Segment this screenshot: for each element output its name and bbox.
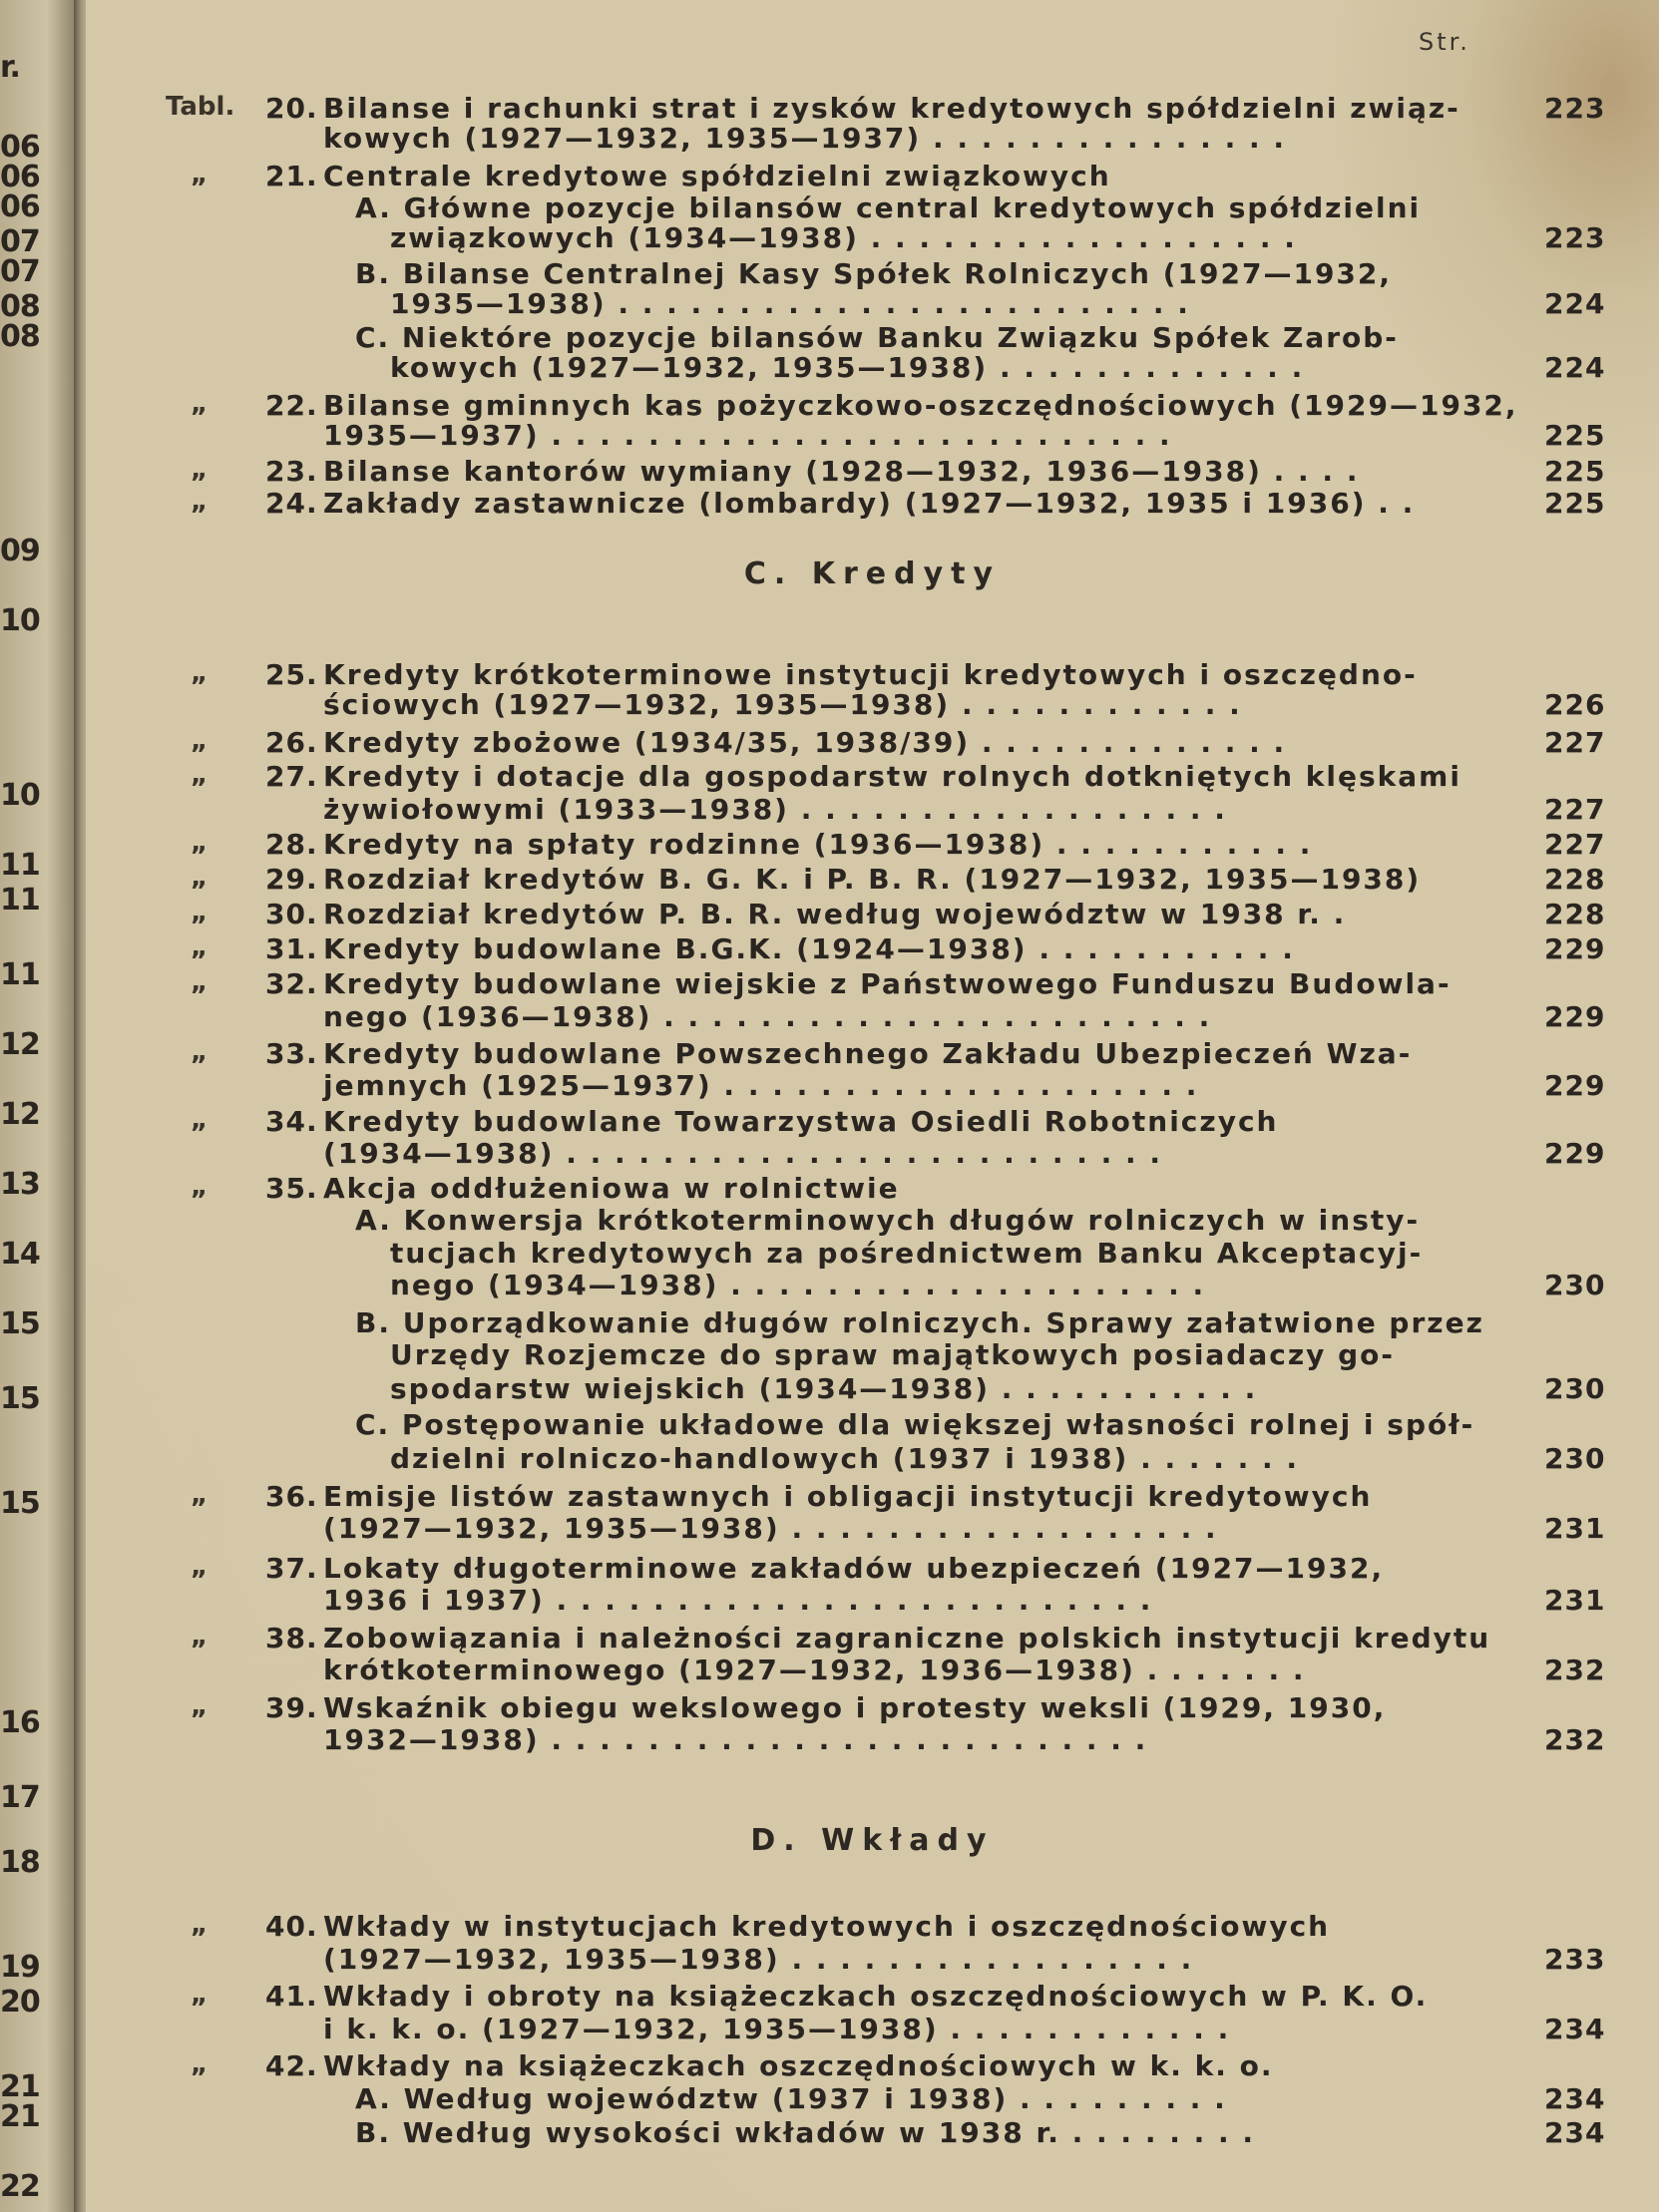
toc-entry [86,221,1659,261]
entry-page-number: 225 [1544,487,1606,520]
entry-title: 1936 i 1937) . . . . . . . . . . . . . . . . . . . . . . . . . [323,1584,1153,1617]
toc-entry [86,1442,1659,1482]
entry-title: A. Według województw (1937 i 1938) . . . . . . . . . [355,2082,1227,2115]
facing-page-number: 08 [0,289,40,324]
toc-entry [86,1069,1659,1109]
toc-entry [86,1137,1659,1177]
toc-entry [86,1723,1659,1763]
toc-entry [86,1584,1659,1624]
entry-title: Akcja oddłużeniowa w rolnictwie [323,1172,900,1205]
facing-page-number: 22 [0,2169,40,2204]
entry-title: Urzędy Rozjemcze do spraw majątkowych posiadaczy go- [390,1338,1396,1371]
entry-title: Rozdział kredytów B. G. K. i P. B. R. (1927—1932, 1935—1938) [323,863,1422,896]
section-heading-c: C. Kredyty [743,556,1002,591]
toc-entry [86,793,1659,833]
entry-number: 35. [265,1172,318,1205]
entry-number: 26. [265,726,318,759]
entry-number: 31. [265,932,318,965]
ditto-mark: „ [191,1691,208,1721]
entry-title: Kredyty i dotacje dla gospodarstw rolnych dotkniętych klęskami [323,760,1461,793]
entry-title: Rozdział kredytów P. B. R. według województw w 1938 r. . [323,898,1347,930]
entry-page-number: 231 [1544,1512,1606,1545]
toc-entry [86,2116,1659,2156]
facing-page-number: 14 [0,1237,40,1272]
entry-title: A. Główne pozycje bilansów central kredytowych spółdzielni [355,191,1422,224]
toc-entry [86,1000,1659,1040]
entry-page-number: 229 [1544,1069,1606,1102]
toc-entry [86,419,1659,459]
facing-page-number: r. [0,50,20,85]
entry-page-number: 232 [1544,1723,1606,1756]
entry-page-number: 232 [1544,1654,1606,1686]
facing-page-number: 13 [0,1167,40,1202]
facing-page-number: 12 [0,1027,40,1062]
entry-page-number: 229 [1544,932,1606,965]
entry-number: 41. [265,1980,318,2013]
toc-entry [86,828,1659,868]
page-column-label: Str. [1419,28,1470,56]
toc-entry [86,487,1659,527]
facing-page-number: 12 [0,1097,40,1132]
entry-title: Wkłady na książeczkach oszczędnościowych w k. k. o. [323,2049,1274,2082]
entry-page-number: 224 [1544,351,1606,384]
ditto-mark: „ [191,455,208,485]
entry-number: 37. [265,1552,318,1585]
facing-page-number: 07 [0,254,40,289]
toc-entry [86,1654,1659,1693]
facing-page-number: 21 [0,2069,40,2104]
entry-title: B. Uporządkowanie długów rolniczych. Sprawy załatwione przez [355,1306,1484,1339]
entry-number: 34. [265,1105,318,1138]
ditto-mark: „ [191,487,208,517]
ditto-mark: „ [191,1480,208,1510]
entry-page-number: 230 [1544,1372,1606,1405]
toc-entry [86,1372,1659,1412]
entry-title: Kredyty budowlane Towarzystwa Osiedli Robotniczych [323,1105,1279,1138]
toc-entry [86,351,1659,391]
entry-title: Zakłady zastawnicze (lombardy) (1927—1932, 1935 i 1936) . . [323,487,1416,520]
ditto-mark: „ [191,1552,208,1582]
entry-number: 22. [265,389,318,422]
entry-number: 32. [265,967,318,1000]
entry-page-number: 225 [1544,455,1606,488]
entry-title: A. Konwersja krótkoterminowych długów rolniczych w insty- [355,1204,1421,1237]
ditto-mark: „ [191,389,208,419]
ditto-mark: „ [191,863,208,893]
entry-title: Bilanse gminnych kas pożyczkowo-oszczędnościowych (1929—1932, [323,389,1518,422]
entry-title: nego (1934—1938) . . . . . . . . . . . . . . . . . . . . [390,1269,1206,1301]
toc-entry [86,863,1659,903]
entry-title: 1935—1937) . . . . . . . . . . . . . . . . . . . . . . . . . . [323,419,1172,452]
entry-title: Emisje listów zastawnych i obligacji instytucji kredytowych [323,1480,1373,1513]
entry-number: 36. [265,1480,318,1513]
toc-entry [86,1269,1659,1308]
entry-title: Bilanse i rachunki strat i zysków kredytowych spółdzielni związ- [323,92,1460,125]
entry-number: 42. [265,2049,318,2082]
entry-number: 28. [265,828,318,861]
facing-page-number: 19 [0,1950,40,1985]
entry-title: i k. k. o. (1927—1932, 1935—1938) . . . . . . . . . . . . [323,2013,1231,2045]
entry-page-number: 234 [1544,2082,1606,2115]
facing-page-number: 18 [0,1845,40,1880]
ditto-mark: „ [191,1910,208,1940]
ditto-mark: „ [191,760,208,790]
entry-page-number: 230 [1544,1442,1606,1475]
entry-title: B. Według wysokości wkładów w 1938 r. . . . . . . . . [355,2116,1255,2149]
entry-number: 30. [265,898,318,930]
entry-title: (1927—1932, 1935—1938) . . . . . . . . . . . . . . . . . . [323,1512,1218,1545]
entry-title: Wkłady i obroty na książeczkach oszczędnościowych w P. K. O. [323,1980,1429,2013]
entry-title: tucjach kredytowych za pośrednictwem Banku Akceptacyj- [390,1237,1424,1270]
entry-number: 33. [265,1037,318,1070]
entry-title: Zobowiązania i należności zagraniczne polskich instytucji kredytu [323,1622,1491,1655]
entry-title: Lokaty długoterminowe zakładów ubezpieczeń (1927—1932, [323,1552,1385,1585]
entry-title: żywiołowymi (1933—1938) . . . . . . . . . . . . . . . . . . [323,793,1227,826]
entry-number: 38. [265,1622,318,1655]
ditto-mark: „ [191,898,208,927]
entry-page-number: 228 [1544,898,1606,930]
entry-title: 1935—1938) . . . . . . . . . . . . . . . . . . . . . . . . [390,287,1190,320]
entry-title: Kredyty budowlane B.G.K. (1924—1938) . . . . . . . . . . . [323,932,1295,965]
entry-title: Kredyty budowlane Powszechnego Zakładu Ubezpieczeń Wza- [323,1037,1413,1070]
entry-title: kowych (1927—1932, 1935—1937) . . . . . . . . . . . . . . . [323,122,1286,155]
facing-page-number: 09 [0,534,40,568]
entry-number: 25. [265,658,318,691]
facing-page-number: 10 [0,603,40,638]
ditto-mark: „ [191,828,208,858]
book-page [86,0,1659,2212]
facing-page-number: 10 [0,778,40,813]
ditto-mark: „ [191,658,208,688]
entry-title: kowych (1927—1932, 1935—1938) . . . . . . . . . . . . . [390,351,1305,384]
entry-page-number: 227 [1544,793,1606,826]
entry-page-number: 224 [1544,287,1606,320]
entry-title: związkowych (1934—1938) . . . . . . . . . . . . . . . . . . [390,221,1297,254]
entry-page-number: 229 [1544,1137,1606,1170]
ditto-mark: „ [191,726,208,756]
entry-title: Kredyty na spłaty rodzinne (1936—1938) . . . . . . . . . . . [323,828,1313,861]
entry-page-number: 227 [1544,828,1606,861]
facing-page-number: 21 [0,2099,40,2134]
entry-page-number: 226 [1544,688,1606,721]
facing-page-number: 07 [0,224,40,259]
entry-page-number: 229 [1544,1000,1606,1033]
toc-entry [86,898,1659,937]
ditto-mark: „ [191,1622,208,1652]
entry-title: C. Niektóre pozycje bilansów Banku Związku Spółek Zarob- [355,321,1399,354]
entry-title: Centrale kredytowe spółdzielni związkowych [323,160,1111,192]
facing-page-number: 08 [0,319,40,354]
entry-page-number: 230 [1544,1269,1606,1301]
section-heading-d: D. Wkłady [750,1823,995,1858]
entry-title: Kredyty budowlane wiejskie z Państwowego Funduszu Budowla- [323,967,1452,1000]
facing-page-number: 15 [0,1306,40,1341]
entry-page-number: 234 [1544,2116,1606,2149]
entry-title: Wskaźnik obiegu wekslowego i protesty weksli (1929, 1930, [323,1691,1387,1724]
entry-title: Wkłady w instytucjach kredytowych i oszczędnościowych [323,1910,1331,1943]
entry-title: ściowych (1927—1932, 1935—1938) . . . . . . . . . . . . [323,688,1242,721]
ditto-mark: „ [191,160,208,189]
facing-page-number: 15 [0,1486,40,1521]
entry-title: spodarstw wiejskich (1934—1938) . . . . . . . . . . . [390,1372,1258,1405]
entry-page-number: 225 [1544,419,1606,452]
facing-page-number: 06 [0,160,40,194]
facing-page-number: 11 [0,883,40,918]
entry-title: Kredyty zbożowe (1934/35, 1938/39) . . . . . . . . . . . . . [323,726,1287,759]
entry-title: krótkoterminowego (1927—1932, 1936—1938) . . . . . . . [323,1654,1306,1686]
facing-page-number: 17 [0,1780,40,1815]
toc-entry [86,122,1659,162]
entry-title: B. Bilanse Centralnej Kasy Spółek Rolniczych (1927—1932, [355,257,1393,290]
entry-number: 24. [265,487,318,520]
toc-entry [86,1943,1659,1983]
entry-page-number: 227 [1544,726,1606,759]
entry-title: (1927—1932, 1935—1938) . . . . . . . . . . . . . . . . . [323,1943,1194,1976]
toc-entry [86,932,1659,972]
ditto-mark: „ [191,2049,208,2079]
entry-title: (1934—1938) . . . . . . . . . . . . . . . . . . . . . . . . . [323,1137,1163,1170]
entry-page-number: 234 [1544,2013,1606,2045]
entry-title: 1932—1938) . . . . . . . . . . . . . . . . . . . . . . . . . [323,1723,1148,1756]
entry-page-number: 231 [1544,1584,1606,1617]
entry-title: nego (1936—1938) . . . . . . . . . . . . . . . . . . . . . . . [323,1000,1212,1033]
facing-page-margin [0,0,78,2212]
toc-entry [86,2013,1659,2052]
entry-number: 40. [265,1910,318,1943]
ditto-mark: „ [191,1105,208,1135]
entry-number: 29. [265,863,318,896]
entry-title: C. Postępowanie układowe dla większej własności rolnej i spół- [355,1408,1475,1441]
facing-page-number: 11 [0,957,40,992]
ditto-mark: „ [191,1980,208,2010]
facing-page-number: 15 [0,1381,40,1416]
facing-page-number: 16 [0,1705,40,1740]
entry-title: dzielni rolniczo-handlowych (1937 i 1938) . . . . . . . [390,1442,1300,1475]
entry-title: Kredyty krótkoterminowe instytucji kredytowych i oszczędno- [323,658,1418,691]
toc-entry [86,1512,1659,1552]
facing-page-number: 20 [0,1985,40,2020]
table-prefix: Tabl. [166,92,235,122]
entry-page-number: 223 [1544,92,1606,125]
facing-page-number: 11 [0,848,40,883]
ditto-mark: „ [191,967,208,997]
entry-number: 27. [265,760,318,793]
facing-page-number: 06 [0,189,40,224]
toc-entry [86,688,1659,728]
entry-page-number: 228 [1544,863,1606,896]
ditto-mark: „ [191,1037,208,1067]
entry-number: 39. [265,1691,318,1724]
entry-title: Bilanse kantorów wymiany (1928—1932, 1936—1938) . . . . [323,455,1360,488]
entry-title: jemnych (1925—1937) . . . . . . . . . . . . . . . . . . . . [323,1069,1199,1102]
entry-number: 23. [265,455,318,488]
entry-page-number: 233 [1544,1943,1606,1976]
entry-number: 21. [265,160,318,192]
ditto-mark: „ [191,1172,208,1202]
entry-number: 20. [265,92,318,125]
facing-page-number: 06 [0,130,40,165]
entry-page-number: 223 [1544,221,1606,254]
ditto-mark: „ [191,932,208,962]
